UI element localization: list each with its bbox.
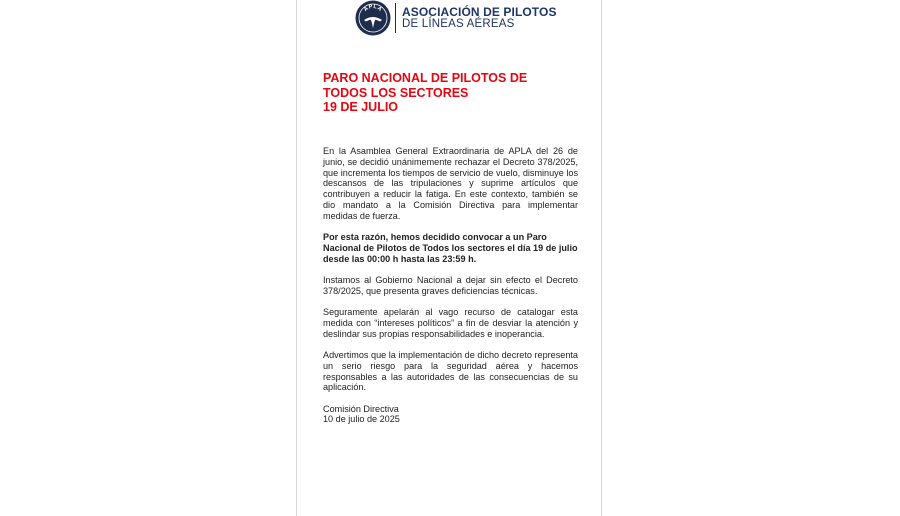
signature-date: 10 de julio de 2025	[323, 414, 400, 425]
release-body	[323, 146, 578, 425]
headline	[323, 71, 583, 115]
org-name-line2: DE LÍNEAS AÉREAS	[402, 18, 515, 30]
headline-line1: PARO NACIONAL DE PILOTOS DE	[323, 71, 528, 85]
apla-logo-icon	[355, 0, 391, 36]
signature-block	[323, 404, 578, 426]
headline-line3: 19 DE JULIO	[323, 100, 399, 114]
signature-author: Comisión Directiva	[323, 403, 399, 414]
org-name-line1: ASOCIACIÓN DE PILOTOS	[402, 5, 557, 19]
headline-line2: TODOS LOS SECTORES	[323, 85, 469, 100]
press-release-page	[296, 0, 602, 516]
organization-name	[402, 6, 557, 30]
letterhead	[355, 0, 557, 36]
logo-text: APLA	[362, 3, 384, 14]
paragraph: Advertimos que la implementación de dicho decreto representa un serio riesgo para la seguridad aérea y hacemos responsables a las autoridades de las consecuencias de su aplicación.	[323, 349, 578, 393]
paragraph: En la Asamblea General Extraordinaria de APLA del 26 de junio, se decidió unánimemente rechazar el Decreto 378/2025, que incrementa los tiempos de servicio de vuelo, disminuye los descansos de las tripulaciones y suprime artículos que contribuyen a reducir la fatiga. En este contexto, también se dio mandato a la Comisión Directiva para implementar medidas de fuerza.	[323, 146, 578, 221]
strike-announcement: Por esta razón, hemos decidido convocar a un Paro Nacional de Pilotos de Todos los sectores el día 19 de julio desde las 00:00 h hasta las 23:59 h.	[323, 232, 578, 264]
paragraph: Instamos al Gobierno Nacional a dejar sin efecto el Decreto 378/2025, que presenta graves deficiencias técnicas.	[323, 274, 578, 296]
paragraph: Seguramente apelarán al vago recurso de catalogar esta medida con “intereses políticos” a fin de desviar la atención y deslindar sus propias responsabilidades e inoperancia.	[323, 307, 578, 339]
header-divider	[395, 3, 396, 33]
